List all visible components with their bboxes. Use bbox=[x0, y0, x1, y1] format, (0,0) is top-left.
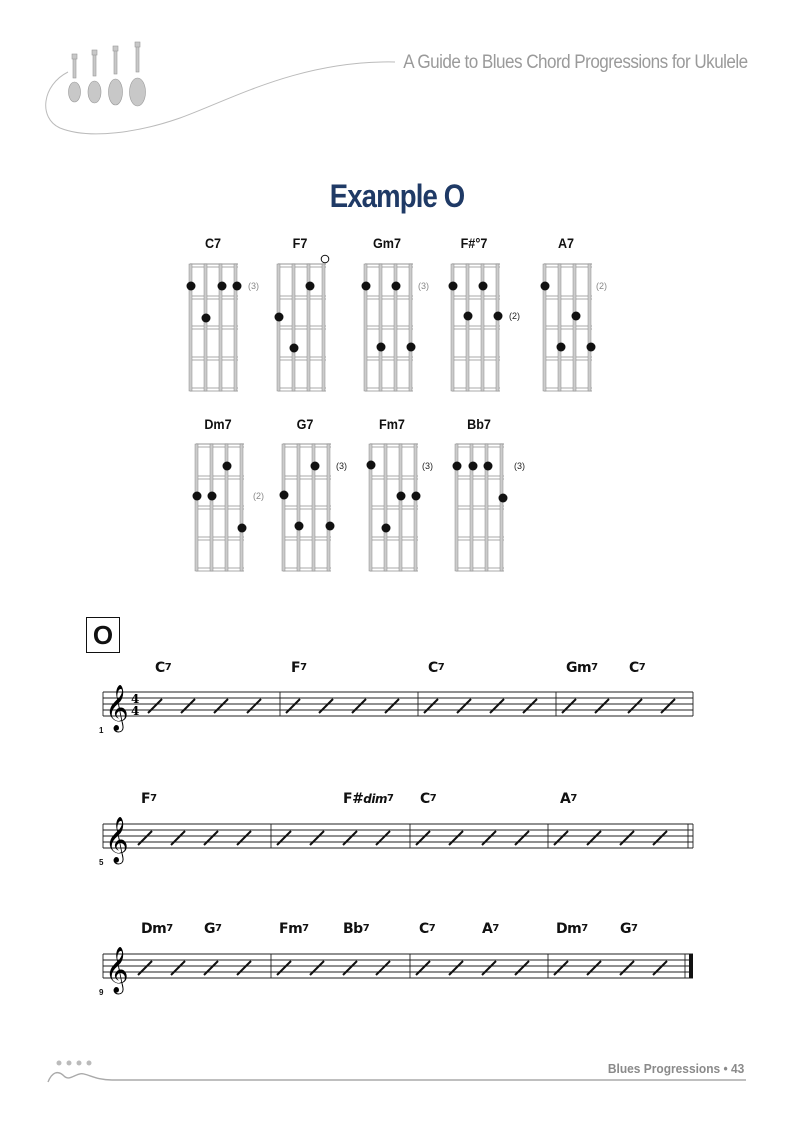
chord-symbol: $G^7$ bbox=[620, 921, 638, 937]
footer-page-label: Blues Progressions • 43 bbox=[607, 1061, 744, 1076]
chord-name: Bb7 bbox=[467, 416, 491, 432]
time-signature-bottom: 4 bbox=[131, 704, 140, 718]
fret-number-label: (2) bbox=[596, 281, 607, 291]
header-title: A Guide to Blues Chord Progressions for Ukulele bbox=[403, 52, 748, 73]
chord-symbol: $F^7$ bbox=[291, 660, 307, 676]
chord-name: Dm7 bbox=[204, 416, 232, 432]
treble-clef-icon: 𝄞 bbox=[105, 947, 129, 993]
chord-symbol: $C^7$ bbox=[419, 921, 436, 937]
measure-number: 9 bbox=[99, 988, 104, 997]
staff-system bbox=[103, 817, 693, 865]
fret-number-label: (3) bbox=[418, 281, 429, 291]
chord-symbol: Dm$^7$ bbox=[556, 921, 588, 937]
chord-symbol: $A^7$ bbox=[482, 921, 499, 937]
chord-symbol: $F^7$ bbox=[141, 791, 157, 807]
chord-symbol: Fm$^7$ bbox=[279, 921, 309, 937]
chord-name: A7 bbox=[557, 235, 575, 251]
chord-name: F#°7 bbox=[460, 235, 488, 251]
chord-name: Fm7 bbox=[379, 416, 405, 432]
chord-symbol: $C^7$ bbox=[629, 660, 646, 676]
fret-number-label: (3) bbox=[422, 461, 433, 471]
chord-symbol: $C^7$ bbox=[428, 660, 445, 676]
chord-symbol: F#dim$^7$ bbox=[343, 791, 394, 807]
chord-name: Gm7 bbox=[372, 235, 402, 251]
chord-symbol: $C^7$ bbox=[155, 660, 172, 676]
staff-system bbox=[103, 947, 693, 995]
chord-name: F7 bbox=[292, 235, 308, 251]
fret-number-label: (2) bbox=[509, 311, 520, 321]
measure-number: 5 bbox=[99, 858, 104, 867]
staff-system bbox=[103, 685, 693, 733]
fret-number-label: (3) bbox=[514, 461, 525, 471]
treble-clef-icon: 𝄞 bbox=[105, 817, 129, 863]
chord-name: G7 bbox=[296, 416, 314, 432]
time-signature-top: 4 bbox=[131, 692, 140, 706]
fret-number-label: (2) bbox=[253, 491, 264, 501]
chord-symbol: $A^7$ bbox=[560, 791, 577, 807]
fret-number-label: (3) bbox=[248, 281, 259, 291]
fret-number-label: (3) bbox=[336, 461, 347, 471]
treble-clef-icon: 𝄞 bbox=[105, 685, 129, 731]
example-label-box: O bbox=[86, 617, 120, 653]
measure-number: 1 bbox=[99, 726, 104, 735]
chord-symbol: Dm$^7$ bbox=[141, 921, 173, 937]
chord-name: C7 bbox=[204, 235, 222, 251]
chord-symbol: $C^7$ bbox=[420, 791, 437, 807]
chord-symbol: Gm$^7$ bbox=[566, 660, 598, 676]
page-title: Example O bbox=[329, 178, 465, 214]
chord-symbol: $G^7$ bbox=[204, 921, 222, 937]
chord-symbol: Bb$^7$ bbox=[343, 921, 370, 937]
